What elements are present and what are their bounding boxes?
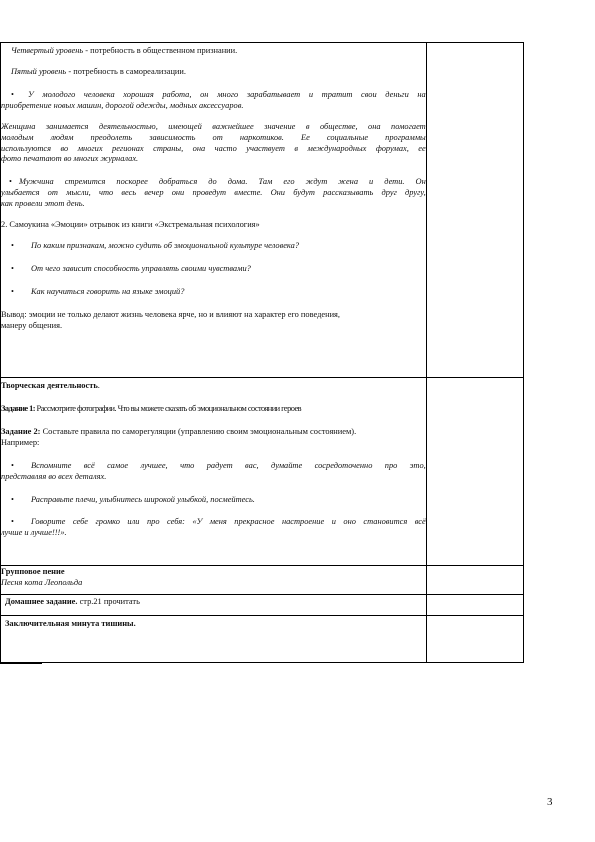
group-singing-title: Групповое пение <box>1 567 65 576</box>
homework-line: Домашнее задание. стр.21 прочитать <box>5 597 140 606</box>
page-number: 3 <box>547 796 553 808</box>
content-cell <box>1 566 427 595</box>
example-2-line-1: Женщина занимается деятельностью, имеющей важнейшее значение в обществе, она помогает <box>1 121 426 131</box>
content-cell <box>1 378 427 566</box>
notes-cell <box>426 595 523 616</box>
table-row <box>1 43 524 378</box>
rule-1-line-2: представляя во всех деталях. <box>1 471 107 481</box>
song-title: Песня кота Леопольда <box>1 577 83 587</box>
table-row <box>1 595 524 616</box>
notes-cell <box>426 616 523 663</box>
task-1: Задание 1: Рассмотрите фотографии. Что вы можете сказать об эмоциональном состоянии героев <box>1 403 302 413</box>
example-3-line-2: улыбается от мысли, что весь вечер они проведут вместе. Они будут рассказывать друг другу, <box>1 188 426 198</box>
example-3-line-3: как провели этот день. <box>1 199 85 209</box>
example-1-line-1: • У молодого человека хорошая работа, он много зарабатывает и тратит свои деньги на <box>11 89 426 99</box>
table-row <box>1 616 524 663</box>
lesson-table <box>0 42 524 663</box>
example-2-line-3: используются во многих регионах страны, она часто участвует в международных форумах, ее <box>1 143 426 153</box>
example-2-line-4: фото печатают во многих журналах. <box>1 154 139 164</box>
final-minute-title: Заключительная минута тишины. <box>5 619 136 628</box>
example-1-line-2: приобретение новых машин, дорогой одежды, модных аксессуаров. <box>1 100 244 110</box>
content-cell <box>1 43 427 378</box>
question-3: • Как научиться говорить на языке эмоций? <box>11 286 185 296</box>
content-cell <box>1 595 427 616</box>
level5-line: Пятый уровень - потребность в самореализации. <box>11 66 186 76</box>
conclusion-line-2: манеру общения. <box>1 320 63 330</box>
creative-title: Творческая деятельность. <box>1 381 100 390</box>
question-1: • По каким признакам, можно судить об эмоциональной культуре человека? <box>11 241 300 251</box>
rule-3-line-2: лучше и лучше!!!». <box>1 528 67 538</box>
rule-2: • Расправьте плечи, улыбнитесь широкой улыбкой, посмейтесь. <box>11 494 255 504</box>
question-2: • От чего зависит способность управлять своими чувствами? <box>11 263 251 273</box>
notes-cell <box>426 566 523 595</box>
rule-3-line-1: • Говорите себе громко или про себя: «У меня прекрасное настроение и оно становится всё <box>11 517 426 527</box>
example-label: Например: <box>1 437 40 447</box>
table-row <box>1 378 524 566</box>
rule-1-line-1: • Вспомните всё самое лучшее, что радует вас, думайте сосредоточенно про это, <box>11 460 426 470</box>
example-2-line-2: молодым людям преодолеть зависимость от наркотиков. Ее социальные программы <box>1 132 426 142</box>
notes-cell <box>426 378 523 566</box>
task-2: Задание 2: Составьте правила по саморегуляции (управлению своим эмоциональным состоянием). <box>1 426 357 436</box>
conclusion-line-1: Вывод: эмоции не только делают жизнь человека ярче, но и влияют на характер его поведения, <box>1 309 340 319</box>
content-cell <box>1 616 427 663</box>
reading-title: 2. Самоукина «Эмоции» отрывок из книги «Экстремальная психология» <box>1 220 260 230</box>
level4-line: Четвертый уровень - потребность в общественном признании. <box>11 46 238 55</box>
notes-cell <box>426 43 523 378</box>
example-3-line-1: • Мужчина стремится поскорее добраться до дома. Там его ждут жена и дети. Он <box>9 177 426 187</box>
table-row <box>1 566 524 595</box>
table-end-rule <box>0 662 42 664</box>
